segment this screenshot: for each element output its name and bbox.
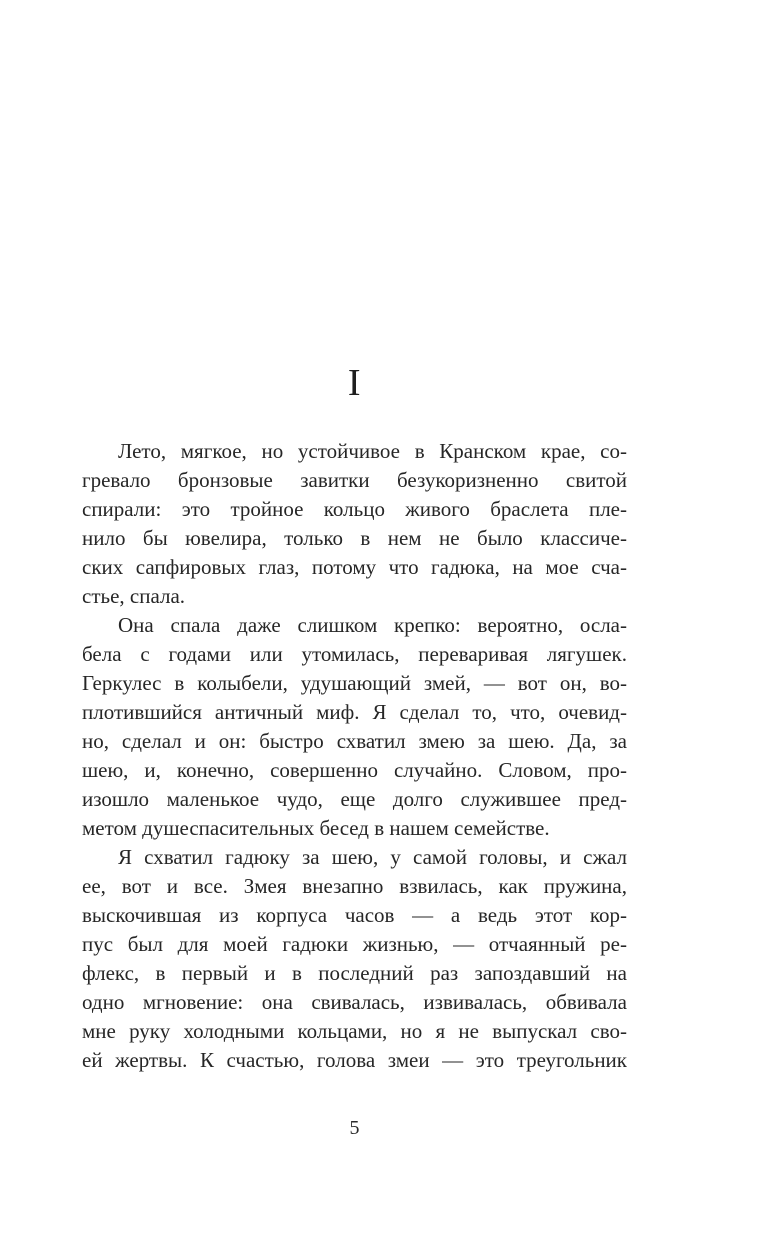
text-line: пус был для моей гадюки жизнью, — отчаянный ре-: [82, 932, 627, 956]
text-line: метом душеспасительных бесед в нашем семействе.: [82, 816, 550, 840]
text-line: одно мгновение: она свивалась, извивалась, обвивала: [82, 990, 627, 1014]
text-line: гревало бронзовые завитки безукоризненно свитой: [82, 468, 627, 492]
chapter-heading: I: [347, 362, 362, 404]
text-line: нило бы ювелира, только в нем не было классиче-: [82, 526, 627, 550]
text-line: Лето, мягкое, но устойчивое в Кранском крае, со-: [118, 439, 627, 463]
text-line: стье, спала.: [82, 584, 186, 608]
text-line: ее, вот и все. Змея внезапно взвилась, как пружина,: [82, 874, 627, 898]
text-line: ей жертвы. К счастью, голова змеи — это треугольник: [82, 1048, 627, 1072]
text-line: спирали: это тройное кольцо живого браслета пле-: [82, 497, 627, 521]
text-line: флекс, в первый и в последний раз запоздавший на: [82, 961, 627, 985]
text-line: Геркулес в колыбели, удушающий змей, — вот он, во-: [82, 671, 627, 695]
text-line: Я схватил гадюку за шею, у самой головы, и сжал: [118, 845, 627, 869]
text-line: ских сапфировых глаз, потому что гадюка, на мое сча-: [82, 555, 627, 579]
text-line: мне руку холодными кольцами, но я не выпускал сво-: [82, 1019, 627, 1043]
text-line: Она спала даже слишком крепко: вероятно, осла-: [118, 613, 627, 637]
text-line: изошло маленькое чудо, еще долго служившее пред-: [82, 787, 627, 811]
text-line: шею, и, конечно, совершенно случайно. Словом, про-: [82, 758, 627, 782]
text-line: бела с годами или утомилась, переваривая лягушек.: [82, 642, 627, 666]
text-block: [82, 437, 627, 1075]
text-line: но, сделал и он: быстро схватил змею за шею. Да, за: [82, 729, 627, 753]
page-number: 5: [349, 1117, 360, 1139]
text-line: плотившийся античный миф. Я сделал то, что, очевид-: [82, 700, 627, 724]
text-line: выскочившая из корпуса часов — а ведь этот кор-: [82, 903, 627, 927]
